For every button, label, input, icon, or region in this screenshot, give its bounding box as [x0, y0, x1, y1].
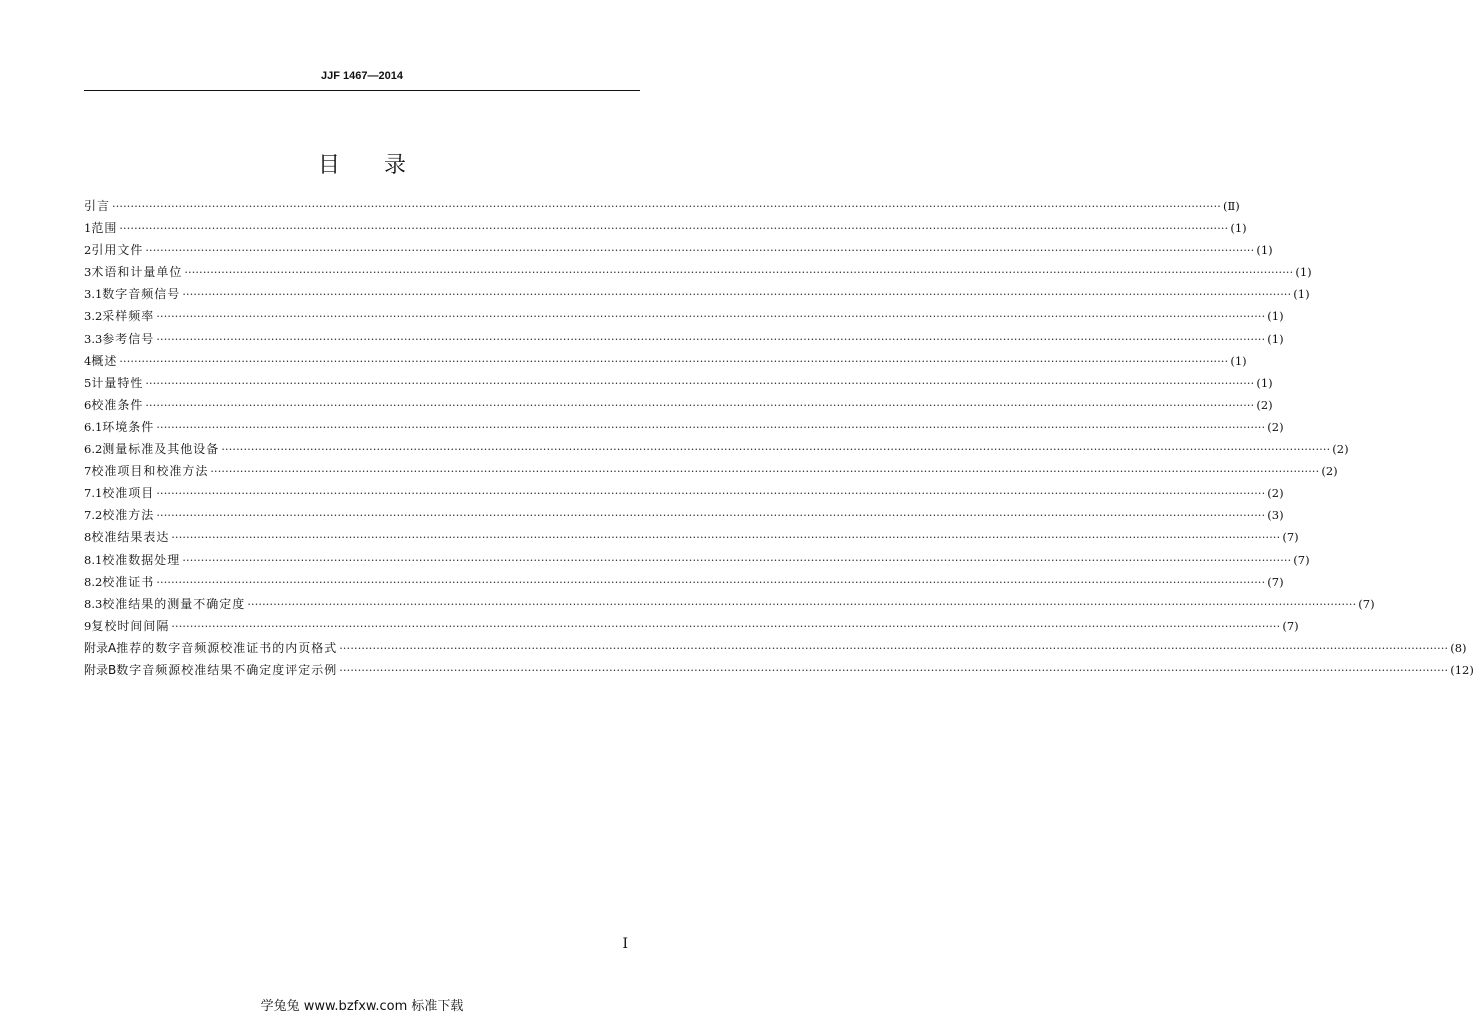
toc-entry-number: 8.3 [84, 596, 103, 611]
toc-entry-number: 附录B [84, 662, 117, 677]
watermark-text: 学兔兔 www.bzfxw.com 标准下载 [260, 999, 464, 1014]
toc-entry-label: 校准结果的测量不确定度 [102, 596, 246, 611]
toc-entry-page: (2) [1256, 397, 1273, 412]
toc-entry-page: (1) [1256, 375, 1273, 390]
toc-entry-label: 校准证书 [102, 574, 155, 589]
toc-entry[interactable] [84, 396, 1273, 418]
toc-entry-number: 7.1 [84, 486, 103, 501]
toc-entry-page: (1) [1293, 287, 1310, 302]
page-number: I [622, 936, 628, 952]
toc-entry-number: 8.2 [84, 574, 103, 589]
toc-leader-dots: ············································································································································································································································································································ [119, 354, 1229, 368]
toc-entry-page: (1) [1267, 331, 1284, 346]
toc-entry[interactable] [84, 197, 1240, 219]
toc-entry-label: 校准项目 [102, 486, 155, 501]
toc-entry-number: 6.1 [84, 419, 103, 434]
toc-entry-page: (2) [1267, 486, 1284, 501]
toc-entry-label: 数字音频源校准结果不确定度评定示例 [116, 662, 338, 677]
toc-entry[interactable] [84, 617, 1299, 639]
toc-entry-page: (7) [1293, 552, 1310, 567]
toc-entry[interactable] [84, 462, 1338, 484]
toc-entry[interactable] [84, 374, 1273, 396]
toc-entry[interactable] [84, 285, 1310, 307]
toc-entry[interactable] [84, 241, 1273, 263]
toc-leader-dots: ············································································································································································································································································································ [145, 376, 1255, 390]
toc-entry-page: (2) [1321, 464, 1338, 479]
toc-entry-label: 环境条件 [102, 419, 155, 434]
toc-leader-dots: ············································································································································································································································································································ [184, 266, 1294, 280]
toc-entry-page: (7) [1358, 596, 1375, 611]
toc-leader-dots: ············································································································································································································································································································ [145, 398, 1255, 412]
toc-entry[interactable] [84, 551, 1310, 573]
toc-entry-label: 复校时间间隔 [91, 618, 170, 633]
toc-entry[interactable] [84, 661, 1474, 683]
toc-entry[interactable] [84, 506, 1284, 528]
toc-entry-number: 3 [84, 265, 92, 280]
toc-entry-number: 1 [84, 221, 92, 236]
toc-leader-dots: ············································································································································································································································································································ [210, 465, 1320, 479]
toc-entry-page: (Ⅱ) [1223, 199, 1240, 213]
toc-entry-number: 6 [84, 397, 92, 412]
toc-entry-number: 9 [84, 618, 92, 633]
toc-entry-number: 7 [84, 464, 92, 479]
table-of-contents [84, 197, 1474, 683]
toc-entry-label: 引言 [84, 199, 111, 213]
toc-leader-dots: ············································································································································································································································································································ [182, 553, 1292, 567]
toc-entry-label: 测量标准及其他设备 [102, 442, 220, 457]
toc-leader-dots: ············································································································································································································································································································ [339, 641, 1449, 655]
toc-entry-page: (7) [1282, 530, 1299, 545]
toc-entry-page: (2) [1267, 419, 1284, 434]
toc-entry-label: 校准条件 [91, 397, 144, 412]
toc-entry-number: 5 [84, 375, 92, 390]
page-title: 目录 [317, 153, 450, 178]
toc-entry-page: (7) [1267, 574, 1284, 589]
toc-entry-page: (1) [1256, 243, 1273, 258]
toc-entry-label: 校准结果表达 [91, 530, 170, 545]
toc-entry-number: 2 [84, 243, 92, 258]
toc-entry-number: 6.2 [84, 442, 103, 457]
toc-entry-page: (1) [1230, 353, 1247, 368]
header-divider [84, 90, 640, 91]
toc-entry-label: 引用文件 [91, 243, 144, 258]
toc-entry-page: (7) [1282, 618, 1299, 633]
toc-entry[interactable] [84, 595, 1375, 617]
toc-entry-number: 3.2 [84, 309, 103, 324]
toc-entry-label: 范围 [91, 221, 118, 236]
toc-entry[interactable] [84, 263, 1312, 285]
toc-entry-label: 校准项目和校准方法 [91, 464, 209, 479]
toc-leader-dots: ············································································································································································································································································································ [171, 619, 1281, 633]
toc-entry-page: (8) [1450, 640, 1467, 655]
toc-entry-label: 推荐的数字音频源校准证书的内页格式 [116, 640, 338, 655]
toc-entry-label: 校准数据处理 [102, 552, 181, 567]
toc-leader-dots: ············································································································································································································································································································ [221, 443, 1331, 457]
toc-entry-page: (12) [1450, 662, 1474, 677]
toc-entry-label: 采样频率 [102, 309, 155, 324]
toc-leader-dots: ············································································································································································································································································································ [156, 420, 1266, 434]
toc-leader-dots: ············································································································································································································································································································ [339, 663, 1449, 677]
toc-entry[interactable] [84, 418, 1284, 440]
toc-leader-dots: ············································································································································································································································································································ [112, 200, 1221, 213]
toc-entry-number: 附录A [84, 640, 117, 655]
toc-entry-page: (3) [1267, 508, 1284, 523]
toc-entry[interactable] [84, 573, 1284, 595]
toc-entry[interactable] [84, 330, 1284, 352]
toc-entry-label: 计量特性 [91, 375, 144, 390]
document-code-header: JJF 1467—2014 [321, 70, 403, 82]
toc-entry-label: 参考信号 [102, 331, 155, 346]
toc-leader-dots: ············································································································································································································································································································ [156, 575, 1266, 589]
toc-entry-label: 校准方法 [102, 508, 155, 523]
toc-leader-dots: ············································································································································································································································································································ [182, 288, 1292, 302]
toc-entry-page: (2) [1332, 442, 1349, 457]
toc-entry-number: 8 [84, 530, 92, 545]
toc-leader-dots: ············································································································································································································································································································ [247, 597, 1357, 611]
toc-entry-number: 8.1 [84, 552, 103, 567]
toc-entry[interactable] [84, 440, 1349, 462]
toc-entry[interactable] [84, 307, 1284, 329]
toc-entry[interactable] [84, 219, 1247, 241]
toc-entry-page: (1) [1230, 221, 1247, 236]
toc-entry-label: 术语和计量单位 [91, 265, 183, 280]
toc-leader-dots: ············································································································································································································································································································ [145, 244, 1255, 258]
toc-entry-label: 概述 [91, 353, 118, 368]
toc-entry-number: 3.1 [84, 287, 103, 302]
toc-entry-label: 数字音频信号 [102, 287, 181, 302]
toc-entry[interactable] [84, 639, 1467, 661]
toc-entry-number: 3.3 [84, 331, 103, 346]
toc-leader-dots: ············································································································································································································································································································ [156, 332, 1266, 346]
toc-entry[interactable] [84, 484, 1284, 506]
toc-leader-dots: ············································································································································································································································································································ [156, 487, 1266, 501]
toc-entry-number: 7.2 [84, 508, 103, 523]
toc-entry-page: (1) [1267, 309, 1284, 324]
toc-entry-number: 4 [84, 353, 92, 368]
toc-leader-dots: ············································································································································································································································································································ [156, 310, 1266, 324]
toc-leader-dots: ············································································································································································································································································································ [156, 509, 1266, 523]
toc-entry[interactable] [84, 528, 1299, 550]
toc-entry[interactable] [84, 352, 1247, 374]
toc-leader-dots: ············································································································································································································································································································ [171, 531, 1281, 545]
toc-leader-dots: ············································································································································································································································································································ [119, 222, 1229, 236]
toc-entry-page: (1) [1295, 265, 1312, 280]
